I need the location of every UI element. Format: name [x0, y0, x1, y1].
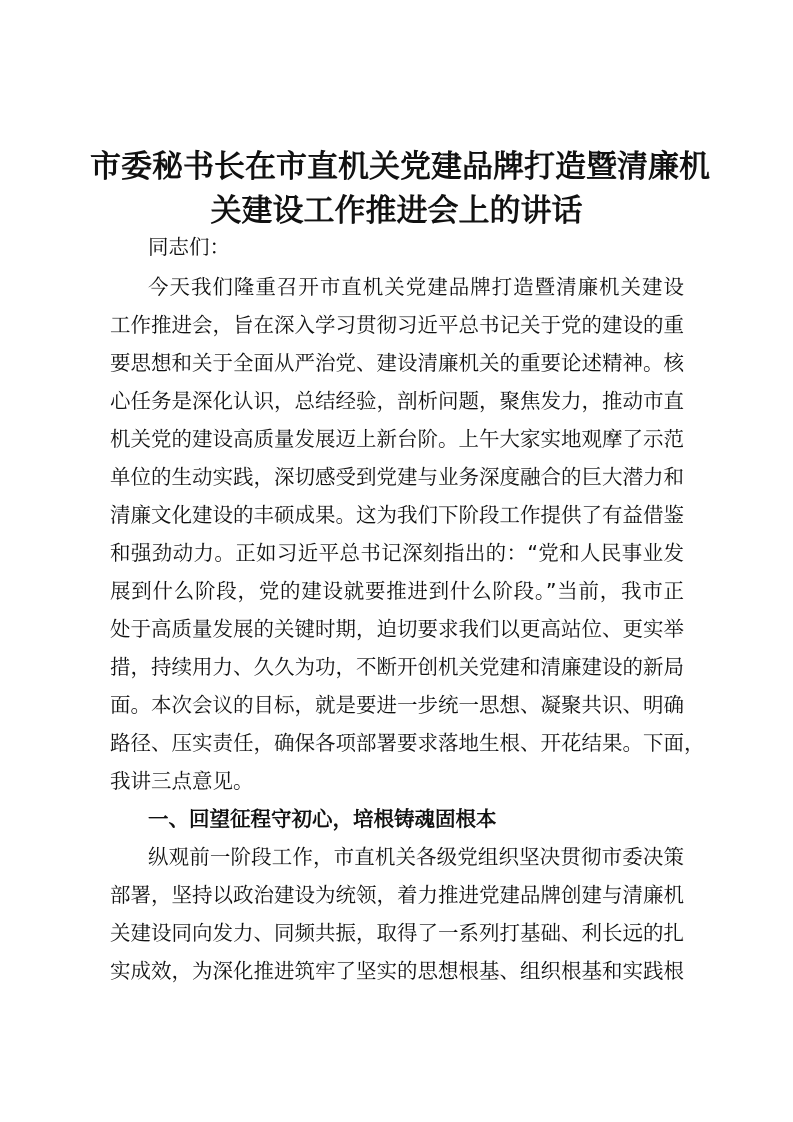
- paragraph-line: 关建设同向发力、同频共振，取得了一系列打基础、利长远的扎: [110, 921, 684, 945]
- section-heading: 一、回望征程守初心，培根铸魂固根本: [148, 807, 497, 831]
- paragraph-line: 面。本次会议的目标，就是要进一步统一思想、凝聚共识、明确: [110, 693, 684, 717]
- paragraph-line: 今天我们隆重召开市直机关党建品牌打造暨清廉机关建设: [148, 275, 684, 299]
- paragraph-line: 纵观前一阶段工作，市直机关各级党组织坚决贯彻市委决策: [148, 845, 684, 869]
- paragraph-line: 实成效，为深化推进筑牢了坚实的思想根基、组织根基和实践根: [110, 959, 684, 983]
- paragraph-line: 部署，坚持以政治建设为统领，着力推进党建品牌创建与清廉机: [110, 883, 684, 907]
- paragraph-line: 机关党的建设高质量发展迈上新台阶。上午大家实地观摩了示范: [110, 427, 684, 451]
- paragraph-line: 处于高质量发展的关键时期，迫切要求我们以更高站位、更实举: [110, 617, 684, 641]
- paragraph-line: 要思想和关于全面从严治党、建设清廉机关的重要论述精神。核: [110, 351, 684, 375]
- document-title-line-2: 关建设工作推进会上的讲话: [210, 193, 583, 229]
- paragraph-line: 和强劲动力。正如习近平总书记深刻指出的：“党和人民事业发: [110, 541, 684, 565]
- salutation: 同志们：: [148, 235, 230, 259]
- paragraph-line: 路径、压实责任，确保各项部署要求落地生根、开花结果。下面，: [110, 731, 705, 755]
- paragraph-line: 单位的生动实践，深切感受到党建与业务深度融合的巨大潜力和: [110, 465, 684, 489]
- paragraph-line: 展到什么阶段，党的建设就要推进到什么阶段。”当前，我市正: [110, 579, 684, 603]
- paragraph-line: 清廉文化建设的丰硕成果。这为我们下阶段工作提供了有益借鉴: [110, 503, 684, 527]
- paragraph-line: 心任务是深化认识，总结经验，剖析问题，聚焦发力，推动市直: [110, 389, 684, 413]
- paragraph-line: 我讲三点意见。: [110, 769, 254, 793]
- paragraph-line: 工作推进会，旨在深入学习贯彻习近平总书记关于党的建设的重: [110, 313, 684, 337]
- document-title-line-1: 市委秘书长在市直机关党建品牌打造暨清廉机: [90, 149, 710, 185]
- paragraph-line: 措，持续用力、久久为功，不断开创机关党建和清廉建设的新局: [110, 655, 684, 679]
